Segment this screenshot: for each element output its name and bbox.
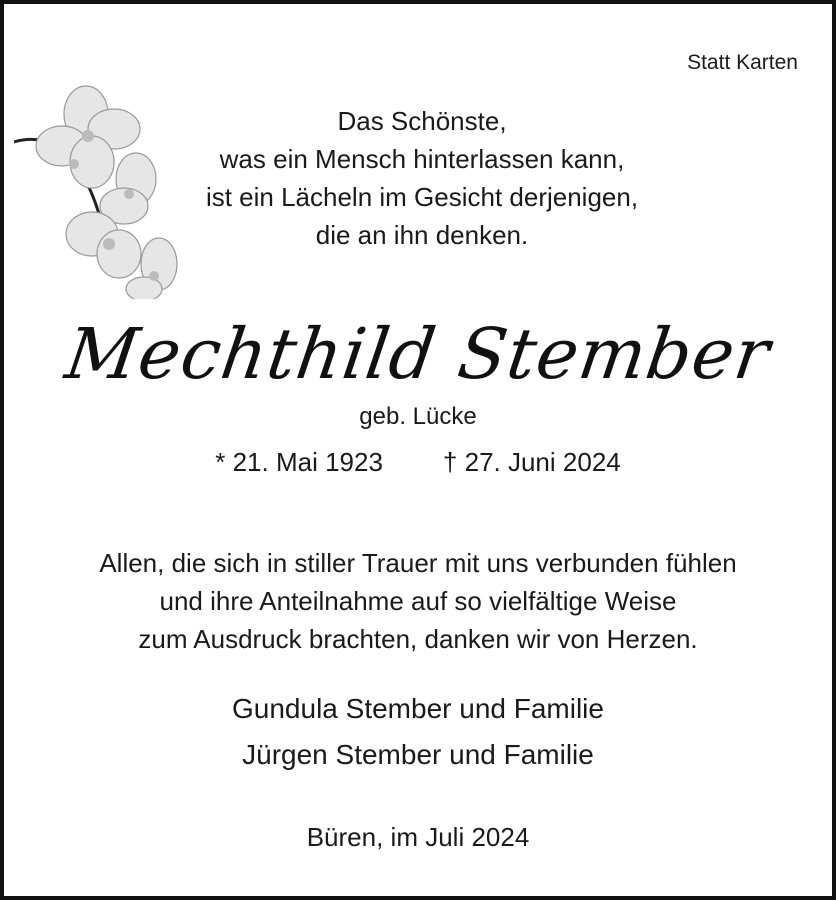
thanks-line: Allen, die sich in stiller Trauer mit uns verbunden fühlen — [99, 548, 737, 578]
quote — [144, 102, 700, 254]
birth-date: * 21. Mai 1923 — [215, 447, 383, 477]
thanks-line: und ihre Anteilnahme auf so vielfältige Weise — [159, 586, 677, 616]
birth-name: geb. Lücke — [359, 403, 477, 430]
thanks-line: zum Ausdruck brachten, danken wir von Herzen. — [138, 624, 698, 654]
statt-karten-label: Statt Karten — [687, 51, 798, 74]
mourner-line: Gundula Stember und Familie — [232, 693, 604, 724]
deceased-name: Mechthild Stember — [60, 313, 776, 395]
mourner-line: Jürgen Stember und Familie — [242, 739, 594, 770]
place-date: Büren, im Juli 2024 — [306, 822, 530, 852]
life-dates — [4, 444, 832, 480]
quote-line: was ein Mensch hinterlassen kann, — [219, 144, 625, 174]
mourners — [4, 686, 832, 778]
death-date: † 27. Juni 2024 — [442, 447, 621, 477]
thanks-text — [34, 544, 802, 658]
quote-line: die an ihn denken. — [315, 220, 529, 250]
quote-line: Das Schönste, — [337, 106, 507, 136]
quote-line: ist ein Lächeln im Gesicht derjenigen, — [205, 182, 639, 212]
